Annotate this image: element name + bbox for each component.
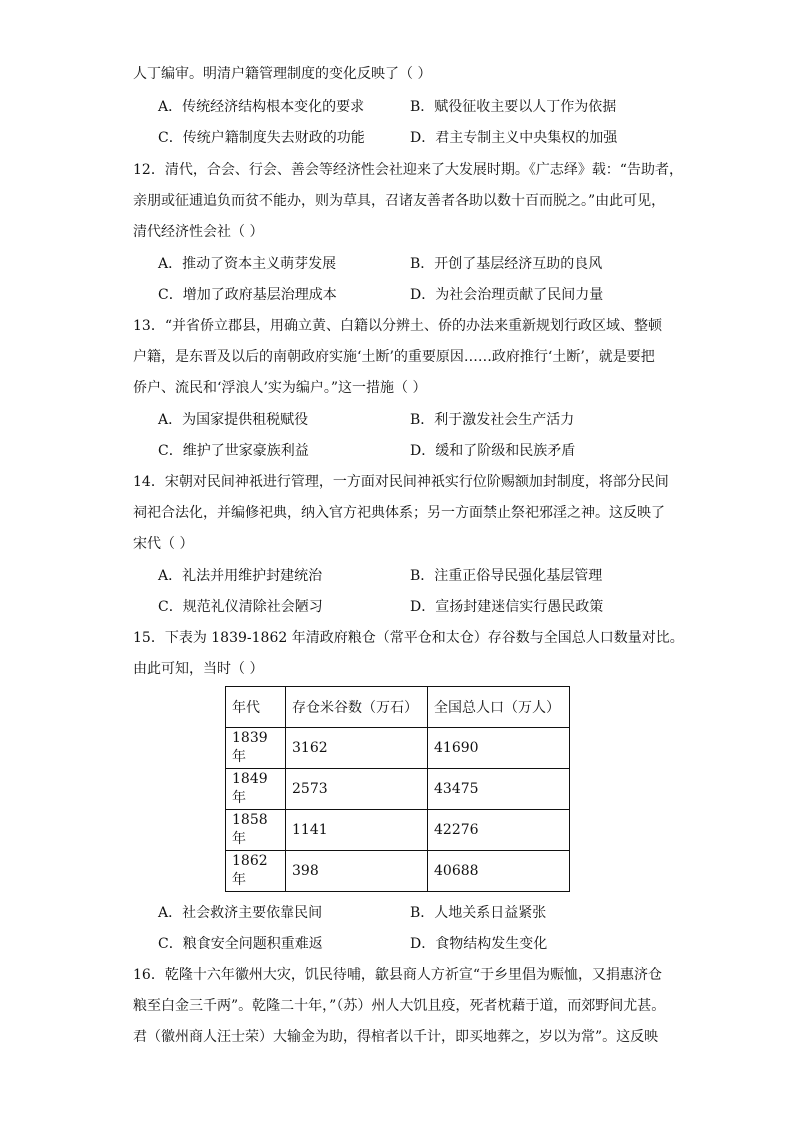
table-row [226, 810, 570, 851]
q14-stem-line-1: 14．宋朝对民间神祇进行管理，一方面对民间神祇实行位阶赐额加封制度，将部分民间 [133, 474, 669, 490]
q15-option-a[interactable]: A．社会救济主要依靠民间 [158, 905, 323, 921]
table-header-row [226, 687, 570, 728]
q14-option-d[interactable]: D．宣扬封建迷信实行愚民政策 [410, 599, 604, 615]
q13-option-c[interactable]: C．维护了世家豪族利益 [158, 443, 309, 459]
table-cell: 41690 [428, 728, 570, 769]
table-header-cell: 年代 [226, 687, 286, 728]
q15-stem-line-1: 15．下表为 1839-1862 年清政府粮仓（常平仓和太仓）存谷数与全国总人口数量对比。 [133, 630, 684, 646]
q14-option-b[interactable]: B．注重正俗导民强化基层管理 [410, 568, 603, 584]
q15-data-table [225, 686, 570, 892]
table-cell: 1862 年 [226, 851, 286, 892]
q12-stem-line-2: 亲朋或征逋追负而贫不能办，则为草具，召诸友善者各助以数十百而脱之。”由此可见， [133, 193, 666, 209]
q12-option-a[interactable]: A．推动了资本主义萌芽发展 [158, 256, 337, 272]
table-row [226, 728, 570, 769]
table-cell: 1858 年 [226, 810, 286, 851]
q13-stem-line-2: 户籍，是东晋及以后的南朝政府实施‘土断’的重要原因……政府推行‘土断’，就是要把 [133, 349, 655, 365]
q15-option-c[interactable]: C．粮食安全问题积重难返 [158, 936, 323, 952]
table-cell: 1849 年 [226, 769, 286, 810]
q16-stem-line-1: 16．乾隆十六年徽州大灾，饥民待哺，歙县商人方祈宣“于乡里倡为赈恤，又捐惠济仓 [133, 967, 662, 983]
table-header-cell: 全国总人口（万人） [428, 687, 570, 728]
table-cell: 2573 [286, 769, 428, 810]
q14-option-a[interactable]: A．礼法并用维护封建统治 [158, 568, 323, 584]
table-cell: 1141 [286, 810, 428, 851]
q11-option-a[interactable]: A．传统经济结构根本变化的要求 [158, 99, 365, 115]
table-row [226, 769, 570, 810]
q11-option-c[interactable]: C．传统户籍制度失去财政的功能 [158, 130, 365, 146]
q13-stem-line-3: 侨户、流民和‘浮浪人’实为编户。”这一措施（ ） [133, 380, 427, 396]
q15-option-b[interactable]: B．人地关系日益紧张 [410, 905, 547, 921]
q16-stem-line-3: 君（徽州商人汪士荣）大输金为助，得棺者以千计，即买地葬之，岁以为常”。这反映 [133, 1029, 659, 1045]
q13-stem-line-1: 13．“并省侨立郡县，用确立黄、白籍以分辨土、侨的办法来重新规划行政区域、整顿 [133, 318, 662, 334]
table-cell: 1839 年 [226, 728, 286, 769]
q14-option-c[interactable]: C．规范礼仪清除社会陋习 [158, 599, 323, 615]
table-cell: 3162 [286, 728, 428, 769]
q13-option-d[interactable]: D．缓和了阶级和民族矛盾 [410, 443, 576, 459]
q15-stem-line-2: 由此可知，当时（ ） [133, 661, 264, 677]
q16-stem-line-2: 粮至白金三千两”。乾隆二十年，”（苏）州人大饥且疫，死者枕藉于道，而郊野间尤甚。 [133, 998, 666, 1014]
q14-stem-line-2: 祠祀合法化，并编修祀典，纳入官方祀典体系；另一方面禁止祭祀邪淫之神。这反映了 [133, 505, 665, 521]
q12-option-d[interactable]: D．为社会治理贡献了民间力量 [410, 287, 604, 303]
table-cell: 43475 [428, 769, 570, 810]
q12-option-c[interactable]: C．增加了政府基层治理成本 [158, 287, 337, 303]
table-cell: 42276 [428, 810, 570, 851]
q11-option-b[interactable]: B．赋役征收主要以人丁作为依据 [410, 99, 617, 115]
table-header-cell: 存仓米谷数（万石） [286, 687, 428, 728]
q15-option-d[interactable]: D．食物结构发生变化 [410, 936, 548, 952]
table-cell: 398 [286, 851, 428, 892]
q12-stem-line-3: 清代经济性会社（ ） [133, 224, 264, 240]
q13-option-b[interactable]: B．利于激发社会生产活力 [410, 412, 575, 428]
q13-option-a[interactable]: A．为国家提供租税赋役 [158, 412, 309, 428]
table-cell: 40688 [428, 851, 570, 892]
q14-stem-line-3: 宋代（ ） [133, 536, 194, 552]
table-row [226, 851, 570, 892]
q11-stem-tail: 人丁编审。明清户籍管理制度的变化反映了（ ） [133, 66, 432, 82]
q11-option-d[interactable]: D．君主专制主义中央集权的加强 [410, 130, 618, 146]
q12-stem-line-1: 12．清代，合会、行会、善会等经济性会社迎来了大发展时期。《广志绎》载：“告助者， [133, 162, 683, 178]
q12-option-b[interactable]: B．开创了基层经济互助的良风 [410, 256, 603, 272]
